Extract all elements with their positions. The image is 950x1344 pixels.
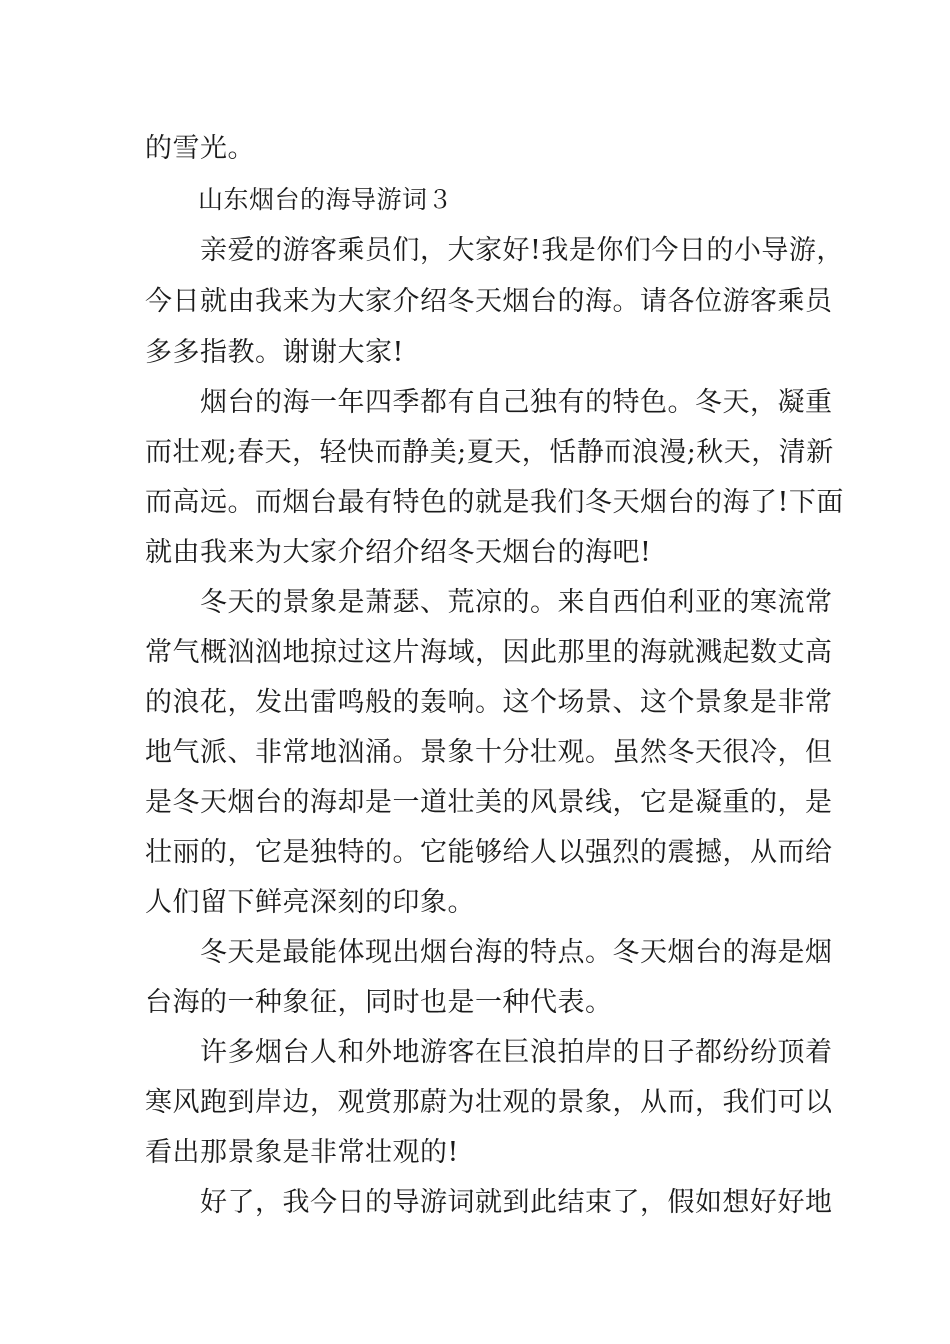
- text-line: 许多烟台人和外地游客在巨浪拍岸的日子都纷纷顶着: [200, 1037, 833, 1068]
- text-line: 冬天的景象是萧瑟、荒凉的。来自西伯利亚的寒流常: [200, 587, 833, 618]
- text-line: 而壮观;春天，轻快而静美;夏天，恬静而浪漫;秋天，清新: [145, 437, 834, 468]
- text-line: 亲爱的游客乘员们，大家好!我是你们今日的小导游，: [200, 235, 844, 266]
- text-line: 的雪光。: [145, 133, 255, 164]
- text-line: 而高远。而烟台最有特色的就是我们冬天烟台的海了!下面: [145, 487, 844, 518]
- text-line: 好了，我今日的导游词就到此结束了，假如想好好地: [200, 1187, 833, 1218]
- text-line: 今日就由我来为大家介绍冬天烟台的海。请各位游客乘员: [145, 286, 833, 317]
- text-line: 是冬天烟台的海却是一道壮美的风景线，它是凝重的，是: [145, 787, 833, 818]
- text-line: 台海的一种象征，同时也是一种代表。: [145, 987, 613, 1018]
- text-line: 常气概汹汹地掠过这片海域，因此那里的海就溅起数丈高: [145, 637, 833, 668]
- text-line: 就由我来为大家介绍介绍冬天烟台的海吧!: [145, 537, 652, 568]
- section-heading: 山东烟台的海导游词３: [198, 185, 454, 214]
- text-line: 地气派、非常地汹涌。景象十分壮观。虽然冬天很冷，但: [145, 737, 833, 768]
- text-line: 寒风跑到岸边，观赏那蔚为壮观的景象，从而，我们可以: [145, 1087, 833, 1118]
- text-line: 看出那景象是非常壮观的!: [145, 1137, 459, 1168]
- text-line: 冬天是最能体现出烟台海的特点。冬天烟台的海是烟: [200, 937, 833, 968]
- text-line: 多多指教。谢谢大家!: [145, 337, 404, 368]
- text-line: 人们留下鲜亮深刻的印象。: [145, 887, 475, 918]
- text-line: 的浪花，发出雷鸣般的轰响。这个场景、这个景象是非常: [145, 687, 833, 718]
- text-line: 烟台的海一年四季都有自己独有的特色。冬天，凝重: [200, 387, 833, 418]
- text-line: 壮丽的，它是独特的。它能够给人以强烈的震撼，从而给: [145, 837, 833, 868]
